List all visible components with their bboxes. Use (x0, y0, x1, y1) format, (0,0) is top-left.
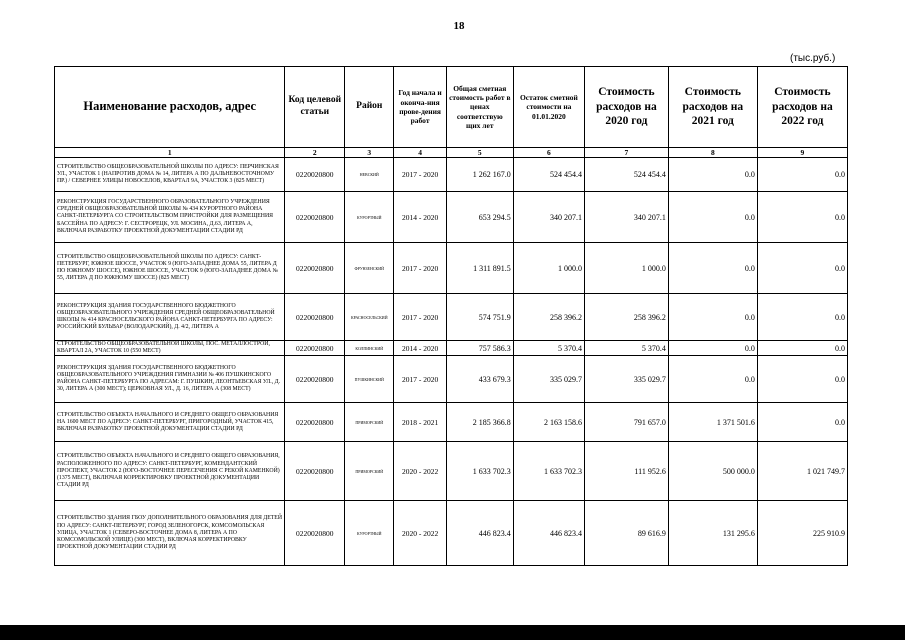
header-area: Район (345, 67, 394, 148)
cost-2021-cell: 131 295.6 (668, 501, 757, 566)
work-period-cell: 2017 - 2020 (394, 158, 446, 192)
remaining-cost-cell: 340 207.1 (513, 192, 584, 243)
remaining-cost-cell: 335 029.7 (513, 356, 584, 403)
target-code-cell: 0220020800 (285, 192, 345, 243)
remaining-cost-cell: 5 370.4 (513, 341, 584, 356)
expense-name-cell: РЕКОНСТРУКЦИЯ ЗДАНИЯ ГОСУДАРСТВЕННОГО БЮДЖЕТНОГО ОБЩЕОБРАЗОВАТЕЛЬНОГО УЧРЕЖДЕНИЯ ГИМНАЗИИ № 406 ПУШКИНСКОГО РАЙОНА САНКТ-ПЕТЕРБУРГА ПО АДРЕСАМ: Г. ПУШКИН, ЛЕОНТЬЕВСКАЯ УЛ., Д. 30, ЛИТЕРА А (300 МЕСТ); ЦЕРКОВНАЯ УЛ., Д. 16, ЛИТЕРА А (308 МЕСТ) (55, 356, 285, 403)
district-cell: ПРИМОРСКИЙ (345, 403, 394, 442)
cost-2022-cell: 0.0 (757, 403, 847, 442)
page-number: 18 (453, 20, 465, 32)
expense-name-cell: СТРОИТЕЛЬСТВО ОБЪЕКТА НАЧАЛЬНОГО И СРЕДНЕГО ОБЩЕГО ОБРАЗОВАНИЯ, РАСПОЛОЖЕННОГО ПО АДРЕСУ: САНКТ-ПЕТЕРБУРГ, КОМЕНДАНТСКИЙ ПРОСПЕКТ, УЧАСТОК 2 (ЮГО-ВОСТОЧНЕЕ ПЕРЕСЕЧЕНИЯ С РЕКОЙ КАМЕНКОЙ) (1375 МЕСТ), ВКЛЮЧАЯ КОРРЕКТИРОВКУ ПРОЕКТНОЙ ДОКУМЕНТАЦИИ СТАДИИ РД (55, 442, 285, 501)
target-code-cell: 0220020800 (285, 341, 345, 356)
target-code-cell: 0220020800 (285, 442, 345, 501)
work-period-cell: 2020 - 2022 (394, 501, 446, 566)
cost-2022-cell: 225 910.9 (757, 501, 847, 566)
work-period-cell: 2020 - 2022 (394, 442, 446, 501)
cost-2021-cell: 1 371 501.6 (668, 403, 757, 442)
cost-2020-cell: 258 396.2 (585, 294, 669, 341)
cost-2021-cell: 0.0 (668, 341, 757, 356)
column-number: 1 (55, 148, 285, 158)
total-estimated-cost-cell: 574 751.9 (446, 294, 513, 341)
table-row (55, 442, 848, 501)
column-number: 5 (446, 148, 513, 158)
expenses-table (54, 66, 848, 566)
header-name: Наименование расходов, адрес (55, 67, 285, 148)
table-header-row (55, 67, 848, 148)
table-row (55, 501, 848, 566)
column-number: 6 (513, 148, 584, 158)
expense-name-cell: СТРОИТЕЛЬСТВО ОБЩЕОБРАЗОВАТЕЛЬНОЙ ШКОЛЫ, ПОС. МЕТАЛЛОСТРОЙ, КВАРТАЛ 2А, УЧАСТОК 10 (550 МЕСТ) (55, 341, 285, 356)
cost-2020-cell: 335 029.7 (585, 356, 669, 403)
district-cell: ПРИМОРСКИЙ (345, 442, 394, 501)
work-period-cell: 2017 - 2020 (394, 356, 446, 403)
work-period-cell: 2014 - 2020 (394, 341, 446, 356)
column-number: 9 (757, 148, 847, 158)
cost-2020-cell: 1 000.0 (585, 243, 669, 294)
header-years: Год начала и оконча-ния прове-дения работ (394, 67, 446, 148)
table-row (55, 243, 848, 294)
header-code: Код целевой статьи (285, 67, 345, 148)
cost-2022-cell: 0.0 (757, 341, 847, 356)
district-cell: ФРУНЗЕНСКИЙ (345, 243, 394, 294)
target-code-cell: 0220020800 (285, 403, 345, 442)
cost-2021-cell: 500 000.0 (668, 442, 757, 501)
column-number: 8 (668, 148, 757, 158)
district-cell: ПУШКИНСКИЙ (345, 356, 394, 403)
table-row (55, 341, 848, 356)
total-estimated-cost-cell: 653 294.5 (446, 192, 513, 243)
table-row (55, 158, 848, 192)
work-period-cell: 2017 - 2020 (394, 243, 446, 294)
header-total-cost: Общая сметная стоимость работ в ценах соответствую щих лет (446, 67, 513, 148)
cost-2022-cell: 0.0 (757, 158, 847, 192)
target-code-cell: 0220020800 (285, 294, 345, 341)
expense-name-cell: СТРОИТЕЛЬСТВО ЗДАНИЯ ГБОУ ДОПОЛНИТЕЛЬНОГО ОБРАЗОВАНИЯ ДЛЯ ДЕТЕЙ ПО АДРЕСУ: САНКТ-ПЕТЕРБУРГ, ГОРОД ЗЕЛЕНОГОРСК, КОМСОМОЛЬСКАЯ УЛИЦА, УЧАСТОК 1 (СЕВЕРО-ВОСТОЧНЕЕ ДОМА 8, ЛИТЕРА А ПО КОМСОМОЛЬСКОЙ УЛИЦЕ) (300 МЕСТ), ВКЛЮЧАЯ КОРРЕКТИРОВКУ ПРОЕКТНОЙ ДОКУМЕНТАЦИИ СТАДИИ РД (55, 501, 285, 566)
header-cost-2021: Стоимость расходов на 2021 год (668, 67, 757, 148)
remaining-cost-cell: 524 454.4 (513, 158, 584, 192)
target-code-cell: 0220020800 (285, 356, 345, 403)
table-row (55, 294, 848, 341)
district-cell: НЕВСКИЙ (345, 158, 394, 192)
total-estimated-cost-cell: 1 633 702.3 (446, 442, 513, 501)
total-estimated-cost-cell: 757 586.3 (446, 341, 513, 356)
work-period-cell: 2017 - 2020 (394, 294, 446, 341)
district-cell: КРАСНОСЕЛЬСКИЙ (345, 294, 394, 341)
header-cost-2022: Стоимость расходов на 2022 год (757, 67, 847, 148)
cost-2022-cell: 0.0 (757, 243, 847, 294)
cost-2021-cell: 0.0 (668, 192, 757, 243)
district-cell: КУРОРТНЫЙ (345, 192, 394, 243)
cost-2022-cell: 0.0 (757, 294, 847, 341)
total-estimated-cost-cell: 446 823.4 (446, 501, 513, 566)
work-period-cell: 2014 - 2020 (394, 192, 446, 243)
cost-2020-cell: 791 657.0 (585, 403, 669, 442)
units-label: (тыс.руб.) (790, 53, 836, 64)
table-row (55, 403, 848, 442)
cost-2020-cell: 111 952.6 (585, 442, 669, 501)
column-numbers-row (55, 148, 848, 158)
cost-2020-cell: 5 370.4 (585, 341, 669, 356)
cost-2020-cell: 340 207.1 (585, 192, 669, 243)
district-cell: КОЛПИНСКИЙ (345, 341, 394, 356)
target-code-cell: 0220020800 (285, 158, 345, 192)
remaining-cost-cell: 2 163 158.6 (513, 403, 584, 442)
remaining-cost-cell: 258 396.2 (513, 294, 584, 341)
column-number: 2 (285, 148, 345, 158)
table-row (55, 356, 848, 403)
total-estimated-cost-cell: 2 185 366.8 (446, 403, 513, 442)
header-remaining-cost: Остаток сметной стоимости на 01.01.2020 (513, 67, 584, 148)
column-number: 7 (585, 148, 669, 158)
remaining-cost-cell: 446 823.4 (513, 501, 584, 566)
column-number: 4 (394, 148, 446, 158)
cost-2022-cell: 1 021 749.7 (757, 442, 847, 501)
table-row (55, 192, 848, 243)
work-period-cell: 2018 - 2021 (394, 403, 446, 442)
cost-2021-cell: 0.0 (668, 356, 757, 403)
remaining-cost-cell: 1 000.0 (513, 243, 584, 294)
column-number: 3 (345, 148, 394, 158)
target-code-cell: 0220020800 (285, 501, 345, 566)
cost-2022-cell: 0.0 (757, 192, 847, 243)
expense-name-cell: СТРОИТЕЛЬСТВО ОБЩЕОБРАЗОВАТЕЛЬНОЙ ШКОЛЫ ПО АДРЕСУ: ПЕРЧИНСКАЯ УЛ., УЧАСТОК 1 (НАПРОТИВ ДОМА № 14, ЛИТЕРА А ПО ДАЛЬНЕВОСТОЧНОМУ ПР.) / СЕВЕРНЕЕ УЛИЦЫ НОВОСЕЛОВ, КВАРТАЛ 9А, УЧАСТОК 3 (825 МЕСТ) (55, 158, 285, 192)
cost-2020-cell: 524 454.4 (585, 158, 669, 192)
total-estimated-cost-cell: 1 262 167.0 (446, 158, 513, 192)
scan-bottom-edge (0, 625, 905, 640)
expense-name-cell: РЕКОНСТРУКЦИЯ ГОСУДАРСТВЕННОГО ОБРАЗОВАТЕЛЬНОГО УЧРЕЖДЕНИЯ СРЕДНЕЙ ОБЩЕОБРАЗОВАТЕЛЬНОЙ ШКОЛЫ № 434 КУРОРТНОГО РАЙОНА САНКТ-ПЕТЕРБУРГА СО СТРОИТЕЛЬСТВОМ ПРИСТРОЙКИ ДЛЯ РАЗМЕЩЕНИЯ БАССЕЙНА ПО АДРЕСУ: Г. СЕСТРОРЕЦК, УЛ. МОСИНА, Д.63, ЛИТЕРА А, ВКЛЮЧАЯ РАЗРАБОТКУ ПРОЕКТНОЙ ДОКУМЕНТАЦИИ СТАДИИ РД (55, 192, 285, 243)
header-cost-2020: Стоимость расходов на 2020 год (585, 67, 669, 148)
cost-2021-cell: 0.0 (668, 294, 757, 341)
expense-name-cell: РЕКОНСТРУКЦИЯ ЗДАНИЯ ГОСУДАРСТВЕННОГО БЮДЖЕТНОГО ОБЩЕОБРАЗОВАТЕЛЬНОГО УЧРЕЖДЕНИЯ СРЕДНЕЙ ОБЩЕОБРАЗОВАТЕЛЬНОЙ ШКОЛЫ № 414 КРАСНОСЕЛЬСКОГО РАЙОНА САНКТ-ПЕТЕРБУРГА ПО АДРЕСУ: РОССИЙСКИЙ БУЛЬВАР (ВОЛОДАРСКИЙ), Д. 4/2, ЛИТЕРА А (55, 294, 285, 341)
total-estimated-cost-cell: 433 679.3 (446, 356, 513, 403)
district-cell: КУРОРТНЫЙ (345, 501, 394, 566)
cost-2021-cell: 0.0 (668, 158, 757, 192)
cost-2021-cell: 0.0 (668, 243, 757, 294)
cost-2022-cell: 0.0 (757, 356, 847, 403)
total-estimated-cost-cell: 1 311 891.5 (446, 243, 513, 294)
remaining-cost-cell: 1 633 702.3 (513, 442, 584, 501)
expense-name-cell: СТРОИТЕЛЬСТВО ОБЪЕКТА НАЧАЛЬНОГО И СРЕДНЕГО ОБЩЕГО ОБРАЗОВАНИЯ НА 1600 МЕСТ ПО АДРЕСУ: САНКТ-ПЕТЕРБУРГ, ПРИГОРОДНЫЙ, УЧАСТОК 415, ВКЛЮЧАЯ РАЗРАБОТКУ ПРОЕКТНОЙ ДОКУМЕНТАЦИИ СТАДИИ РД (55, 403, 285, 442)
target-code-cell: 0220020800 (285, 243, 345, 294)
cost-2020-cell: 89 616.9 (585, 501, 669, 566)
expense-name-cell: СТРОИТЕЛЬСТВО ОБЩЕОБРАЗОВАТЕЛЬНОЙ ШКОЛЫ ПО АДРЕСУ: САНКТ-ПЕТЕРБУРГ, ЮЖНОЕ ШОССЕ, УЧАСТОК 9 (ЮГО-ЗАПАДНЕЕ ДОМА 55, ЛИТЕРА Д ПО ЮЖНОМУ ШОССЕ), ЮЖНОЕ ШОССЕ, УЧАСТОК 9 (ЮГО-ЗАПАДНЕЕ ДОМА № 55, ЛИТЕРА Д ПО ЮЖНОМУ ШОССЕ) (825 МЕСТ) (55, 243, 285, 294)
